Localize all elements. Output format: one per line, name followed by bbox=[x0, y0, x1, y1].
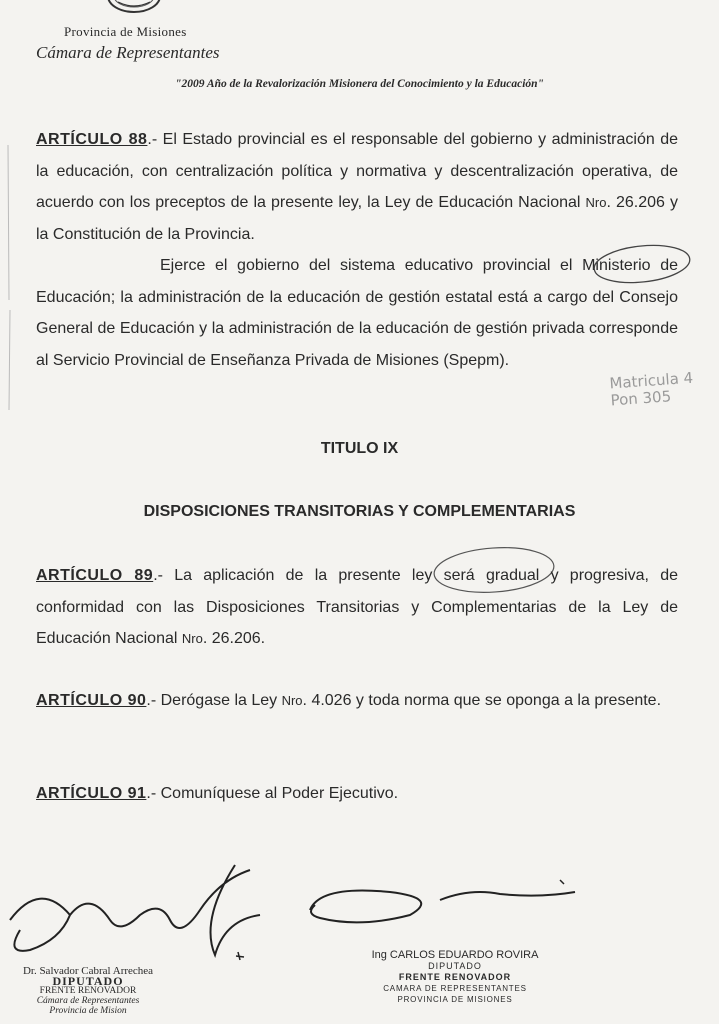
stamp-1-party: FRENTE RENOVADOR bbox=[39, 986, 137, 996]
article-88-nro: Nro bbox=[585, 195, 607, 210]
article-90-text-b: . 4.026 y toda norma que se oponga a la presente. bbox=[302, 692, 662, 709]
article-90-paragraph bbox=[36, 685, 678, 717]
article-90-label: ARTÍCULO 90 bbox=[36, 692, 147, 709]
stamp-2-party: FRENTE RENOVADOR bbox=[398, 972, 512, 982]
signature-2-icon bbox=[300, 870, 600, 930]
article-88-label: ARTÍCULO 88 bbox=[36, 131, 148, 148]
article-89-text-b: . 26.206. bbox=[202, 630, 266, 647]
article-88-text-b: . 26.206 y la Constitución de la Provincia. bbox=[36, 194, 678, 243]
stamp-1-province: Provincia de Mision bbox=[49, 1006, 127, 1016]
article-89-nro: Nro bbox=[181, 631, 203, 646]
header-province: Provincia de Misiones bbox=[64, 24, 187, 39]
article-91-label: ARTÍCULO 91 bbox=[36, 785, 147, 802]
section-heading: DISPOSICIONES TRANSITORIAS Y COMPLEMENTARIAS bbox=[143, 503, 576, 520]
article-91-text: .- Comuníquese al Poder Ejecutivo. bbox=[146, 785, 399, 802]
header-chamber: Cámara de Representantes bbox=[36, 43, 220, 62]
article-90-nro: Nro bbox=[281, 693, 303, 708]
article-88-text-2: Ejerce el gobierno del sistema educativo provincial el Ministerio de Educación; la administración de la educación de gestión estatal está a cargo del Consejo General de Educación y la administración de la educación de gestión privada corresponde al Servicio Provincial de Enseñanza Privada de Misiones (Spepm). bbox=[36, 257, 678, 369]
stamp-2 bbox=[350, 950, 560, 1005]
titulo-heading: TITULO IX bbox=[320, 440, 399, 457]
article-89-label: ARTÍCULO 89 bbox=[36, 567, 154, 584]
stamp-1-chamber: Cámara de Representantes bbox=[36, 996, 140, 1006]
article-88-paragraph-1 bbox=[36, 124, 678, 250]
margin-line-mark bbox=[0, 0, 20, 420]
margin-note-line-2: Pon 305 bbox=[610, 387, 672, 410]
signature-1-icon bbox=[0, 860, 280, 970]
article-90-text-a: .- Derógase la Ley bbox=[146, 692, 282, 709]
ink-circle-mark bbox=[590, 240, 700, 290]
article-89-text-a: .- La aplicación de la presente ley será gradual y progresiva, de conformidad con las Disposiciones Transitorias y Complementarias de la Ley de Educación Nacional bbox=[36, 567, 678, 647]
margin-note-line-1: Matricula 4 bbox=[608, 368, 694, 393]
article-88-text-a: .- El Estado provincial es el responsable del gobierno y administración de la educación, con centralización política y normativa y descentralización operativa, de acuerdo con los preceptos de la presente ley, la Ley de Educación Nacional bbox=[36, 131, 678, 211]
header-motto: "2009 Año de la Revalorización Misionera del Conocimiento y la Educación" bbox=[175, 78, 544, 90]
article-89-paragraph bbox=[36, 560, 678, 655]
provincial-seal-icon bbox=[104, 0, 164, 16]
margin-note bbox=[609, 369, 711, 410]
article-91-paragraph bbox=[36, 778, 678, 810]
stamp-1-name: Dr. Salvador Cabral Arrechea bbox=[22, 965, 154, 977]
stamp-2-name: Ing CARLOS EDUARDO ROVIRA bbox=[371, 949, 539, 961]
stamp-1-title: DIPUTADO bbox=[52, 974, 124, 988]
stamp-2-chamber: CAMARA DE REPRESENTANTES bbox=[383, 984, 527, 993]
stamp-2-title: DIPUTADO bbox=[428, 961, 482, 971]
stamp-1 bbox=[0, 966, 176, 1016]
stamp-2-province: PROVINCIA DE MISIONES bbox=[397, 995, 513, 1004]
article-88-paragraph-2 bbox=[36, 250, 678, 376]
